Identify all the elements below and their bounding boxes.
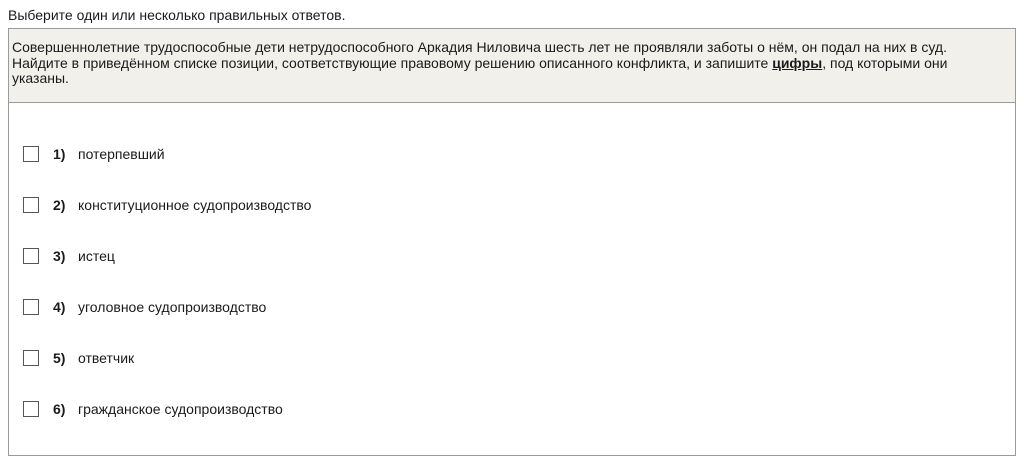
- answer-option-5[interactable]: [9, 332, 1015, 383]
- option-number: 6): [53, 400, 66, 417]
- option-number: 3): [53, 247, 66, 264]
- option-label: истец: [78, 247, 115, 264]
- option-label: гражданское судопроизводство: [78, 400, 283, 417]
- option-label: потерпевший: [78, 145, 165, 162]
- option-label: ответчик: [78, 349, 135, 366]
- checkbox-2[interactable]: [23, 197, 39, 213]
- checkbox-1[interactable]: [23, 146, 39, 162]
- answer-options: [9, 128, 1015, 434]
- checkbox-4[interactable]: [23, 299, 39, 315]
- answer-option-3[interactable]: [9, 230, 1015, 281]
- option-number: 5): [53, 349, 66, 366]
- option-number: 4): [53, 298, 66, 315]
- option-number: 1): [53, 145, 66, 162]
- answer-option-4[interactable]: [9, 281, 1015, 332]
- checkbox-5[interactable]: [23, 350, 39, 366]
- instruction-text: Выберите один или несколько правильных ответов.: [8, 7, 346, 23]
- option-label: уголовное судопроизводство: [78, 298, 267, 315]
- question-container: [8, 28, 1016, 456]
- checkbox-3[interactable]: [23, 248, 39, 264]
- answer-option-1[interactable]: [9, 128, 1015, 179]
- option-label: конституционное судопроизводство: [78, 196, 312, 213]
- question-text-after: , под которыми они указаны.: [12, 54, 948, 86]
- option-number: 2): [53, 196, 66, 213]
- answer-option-6[interactable]: [9, 383, 1015, 434]
- question-text-before: Совершеннолетние трудоспособные дети нетрудоспособного Аркадия Ниловича шесть лет не проявляли заботы о нём, он подал на них в суд. Найдите в приведённом списке позиции, соответствующие правовому решению описанного конфликта, и запишите: [12, 39, 947, 71]
- checkbox-6[interactable]: [23, 401, 39, 417]
- answer-option-2[interactable]: [9, 179, 1015, 230]
- question-emphasis: цифры: [772, 54, 823, 71]
- question-text: [9, 29, 1015, 103]
